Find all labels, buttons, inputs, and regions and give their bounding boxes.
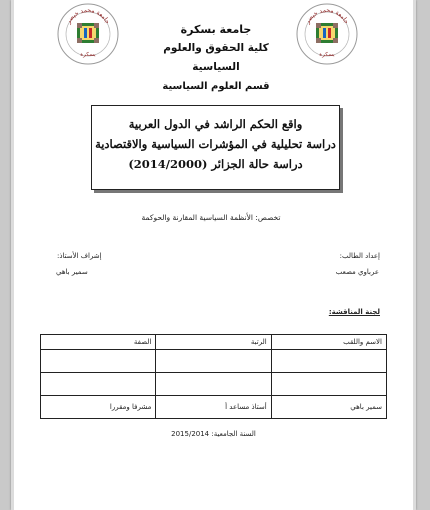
table-cell: أستاذ مساعد أ: [156, 396, 271, 419]
committee-label: لجنة المناقشة:: [328, 308, 380, 316]
table-header-row: [41, 335, 387, 350]
table-cell: [271, 350, 386, 373]
title-line-2: دراسة تحليلية في المؤشرات السياسية والاقتصادية: [95, 137, 336, 151]
academic-year: السنة الجامعية: 2015/2014: [171, 430, 256, 438]
table-cell: [156, 373, 271, 396]
table-cell: مشرفا ومقررا: [41, 396, 156, 419]
column-header-rank: الرتبة: [156, 335, 271, 350]
student-name: عرباوي مصعب: [335, 268, 379, 276]
logo-bottom-text: بسكرة: [80, 52, 96, 58]
page-left-edge: [11, 0, 14, 510]
title-line-1: واقع الحكم الراشد في الدول العربية: [128, 117, 303, 131]
supervisor-name: سمير باهي: [56, 268, 88, 276]
logo-top-text: جامعة محمد خيضر: [65, 6, 111, 26]
table-cell: [41, 350, 156, 373]
table-cell: سمير باهي: [271, 396, 386, 419]
department-name: قسم العلوم السياسية: [162, 81, 270, 92]
logo-top-text: جامعة محمد خيضر: [304, 6, 350, 26]
column-header-role: الصفة: [41, 335, 156, 350]
university-logo-left: [56, 2, 120, 66]
page-right-edge: [413, 0, 416, 510]
logo-bottom-text: بسكرة: [319, 52, 335, 58]
committee-table: [40, 334, 387, 419]
institution-header: [151, 20, 281, 96]
university-name: جامعة بسكرة: [180, 23, 252, 36]
document-page: [11, 0, 416, 510]
university-logo-right: [295, 2, 359, 66]
table-cell: [156, 350, 271, 373]
table-cell: [271, 373, 386, 396]
title-line-3: دراسة حالة الجزائر (2014/2000): [128, 157, 303, 171]
faculty-name: كلية الحقوق والعلوم السياسية: [163, 42, 269, 73]
specialty-text: تخصص: الأنظمة السياسية المقارنة والحوكمة: [141, 213, 281, 222]
table-row: [41, 350, 387, 373]
table-row: [41, 373, 387, 396]
column-header-name: الاسم واللقب: [271, 335, 386, 350]
prepared-by-label: إعداد الطالب:: [339, 252, 380, 260]
table-cell: [41, 373, 156, 396]
thesis-title-box: [91, 105, 340, 190]
supervision-label: إشراف الأستاذ:: [57, 252, 102, 260]
table-row: [41, 396, 387, 419]
